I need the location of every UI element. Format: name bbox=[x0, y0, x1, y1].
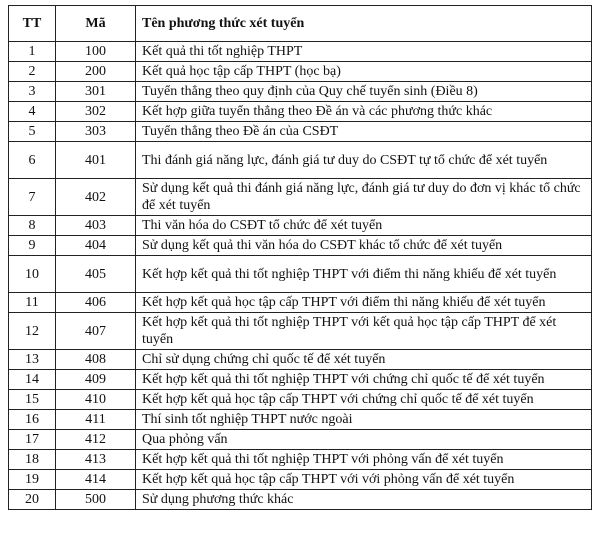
row-ma: 200 bbox=[56, 62, 136, 82]
row-name: Kết quả học tập cấp THPT (học bạ) bbox=[136, 62, 592, 82]
table-row bbox=[9, 102, 592, 122]
table-row bbox=[9, 490, 592, 510]
table-row bbox=[9, 142, 592, 179]
row-ma: 402 bbox=[56, 179, 136, 216]
row-name: Thi đánh giá năng lực, đánh giá tư duy do CSĐT tự tổ chức để xét tuyển bbox=[136, 142, 592, 179]
table-row bbox=[9, 450, 592, 470]
row-name: Kết hợp kết quả học tập cấp THPT với với phỏng vấn để xét tuyển bbox=[136, 470, 592, 490]
table-row bbox=[9, 410, 592, 430]
row-ma: 411 bbox=[56, 410, 136, 430]
table-row bbox=[9, 370, 592, 390]
table-row bbox=[9, 236, 592, 256]
row-tt: 19 bbox=[9, 470, 56, 490]
table-row bbox=[9, 430, 592, 450]
row-tt: 12 bbox=[9, 313, 56, 350]
row-tt: 1 bbox=[9, 42, 56, 62]
row-tt: 8 bbox=[9, 216, 56, 236]
table-row bbox=[9, 82, 592, 102]
row-ma: 414 bbox=[56, 470, 136, 490]
row-ma: 407 bbox=[56, 313, 136, 350]
row-name: Thí sinh tốt nghiệp THPT nước ngoài bbox=[136, 410, 592, 430]
admission-methods-table bbox=[8, 5, 592, 510]
row-ma: 413 bbox=[56, 450, 136, 470]
row-name: Kết hợp giữa tuyển thẳng theo Đề án và các phương thức khác bbox=[136, 102, 592, 122]
row-tt: 13 bbox=[9, 350, 56, 370]
row-ma: 408 bbox=[56, 350, 136, 370]
table-header-row bbox=[9, 6, 592, 42]
row-tt: 10 bbox=[9, 256, 56, 293]
row-name: Kết hợp kết quả thi tốt nghiệp THPT với chứng chỉ quốc tế để xét tuyển bbox=[136, 370, 592, 390]
row-ma: 410 bbox=[56, 390, 136, 410]
row-name: Kết hợp kết quả thi tốt nghiệp THPT với phỏng vấn để xét tuyển bbox=[136, 450, 592, 470]
row-tt: 11 bbox=[9, 293, 56, 313]
row-name: Chỉ sử dụng chứng chỉ quốc tế để xét tuyển bbox=[136, 350, 592, 370]
row-tt: 2 bbox=[9, 62, 56, 82]
row-tt: 5 bbox=[9, 122, 56, 142]
row-ma: 301 bbox=[56, 82, 136, 102]
row-name: Kết hợp kết quả học tập cấp THPT với điểm thi năng khiếu để xét tuyển bbox=[136, 293, 592, 313]
row-ma: 406 bbox=[56, 293, 136, 313]
row-name: Sử dụng kết quả thi đánh giá năng lực, đánh giá tư duy do đơn vị khác tổ chức để xét tuyển bbox=[136, 179, 592, 216]
row-name: Kết hợp kết quả thi tốt nghiệp THPT với kết quả học tập cấp THPT để xét tuyển bbox=[136, 313, 592, 350]
row-tt: 9 bbox=[9, 236, 56, 256]
row-tt: 18 bbox=[9, 450, 56, 470]
row-ma: 404 bbox=[56, 236, 136, 256]
table-row bbox=[9, 256, 592, 293]
row-tt: 17 bbox=[9, 430, 56, 450]
table-row bbox=[9, 470, 592, 490]
row-name: Thi văn hóa do CSĐT tổ chức để xét tuyển bbox=[136, 216, 592, 236]
table-row bbox=[9, 179, 592, 216]
row-name: Qua phỏng vấn bbox=[136, 430, 592, 450]
header-ma: Mã bbox=[56, 6, 136, 42]
row-ma: 303 bbox=[56, 122, 136, 142]
table-row bbox=[9, 216, 592, 236]
row-ma: 302 bbox=[56, 102, 136, 122]
row-name: Tuyển thẳng theo Đề án của CSĐT bbox=[136, 122, 592, 142]
row-ma: 500 bbox=[56, 490, 136, 510]
row-tt: 6 bbox=[9, 142, 56, 179]
row-ma: 412 bbox=[56, 430, 136, 450]
row-tt: 14 bbox=[9, 370, 56, 390]
row-ma: 409 bbox=[56, 370, 136, 390]
row-tt: 4 bbox=[9, 102, 56, 122]
row-tt: 3 bbox=[9, 82, 56, 102]
row-name: Kết hợp kết quả học tập cấp THPT với chứng chỉ quốc tế để xét tuyển bbox=[136, 390, 592, 410]
row-ma: 403 bbox=[56, 216, 136, 236]
row-name: Tuyển thẳng theo quy định của Quy chế tuyển sinh (Điều 8) bbox=[136, 82, 592, 102]
row-name: Kết hợp kết quả thi tốt nghiệp THPT với điểm thi năng khiếu để xét tuyển bbox=[136, 256, 592, 293]
table-row bbox=[9, 350, 592, 370]
header-tt: TT bbox=[9, 6, 56, 42]
row-name: Sử dụng kết quả thi văn hóa do CSĐT khác tổ chức để xét tuyển bbox=[136, 236, 592, 256]
table-row bbox=[9, 293, 592, 313]
row-tt: 7 bbox=[9, 179, 56, 216]
table-row bbox=[9, 122, 592, 142]
row-tt: 16 bbox=[9, 410, 56, 430]
row-name: Sử dụng phương thức khác bbox=[136, 490, 592, 510]
table-row bbox=[9, 313, 592, 350]
header-name: Tên phương thức xét tuyển bbox=[136, 6, 592, 42]
table-row bbox=[9, 390, 592, 410]
row-ma: 100 bbox=[56, 42, 136, 62]
row-tt: 15 bbox=[9, 390, 56, 410]
row-ma: 401 bbox=[56, 142, 136, 179]
row-ma: 405 bbox=[56, 256, 136, 293]
row-tt: 20 bbox=[9, 490, 56, 510]
table-row bbox=[9, 62, 592, 82]
row-name: Kết quả thi tốt nghiệp THPT bbox=[136, 42, 592, 62]
table-row bbox=[9, 42, 592, 62]
